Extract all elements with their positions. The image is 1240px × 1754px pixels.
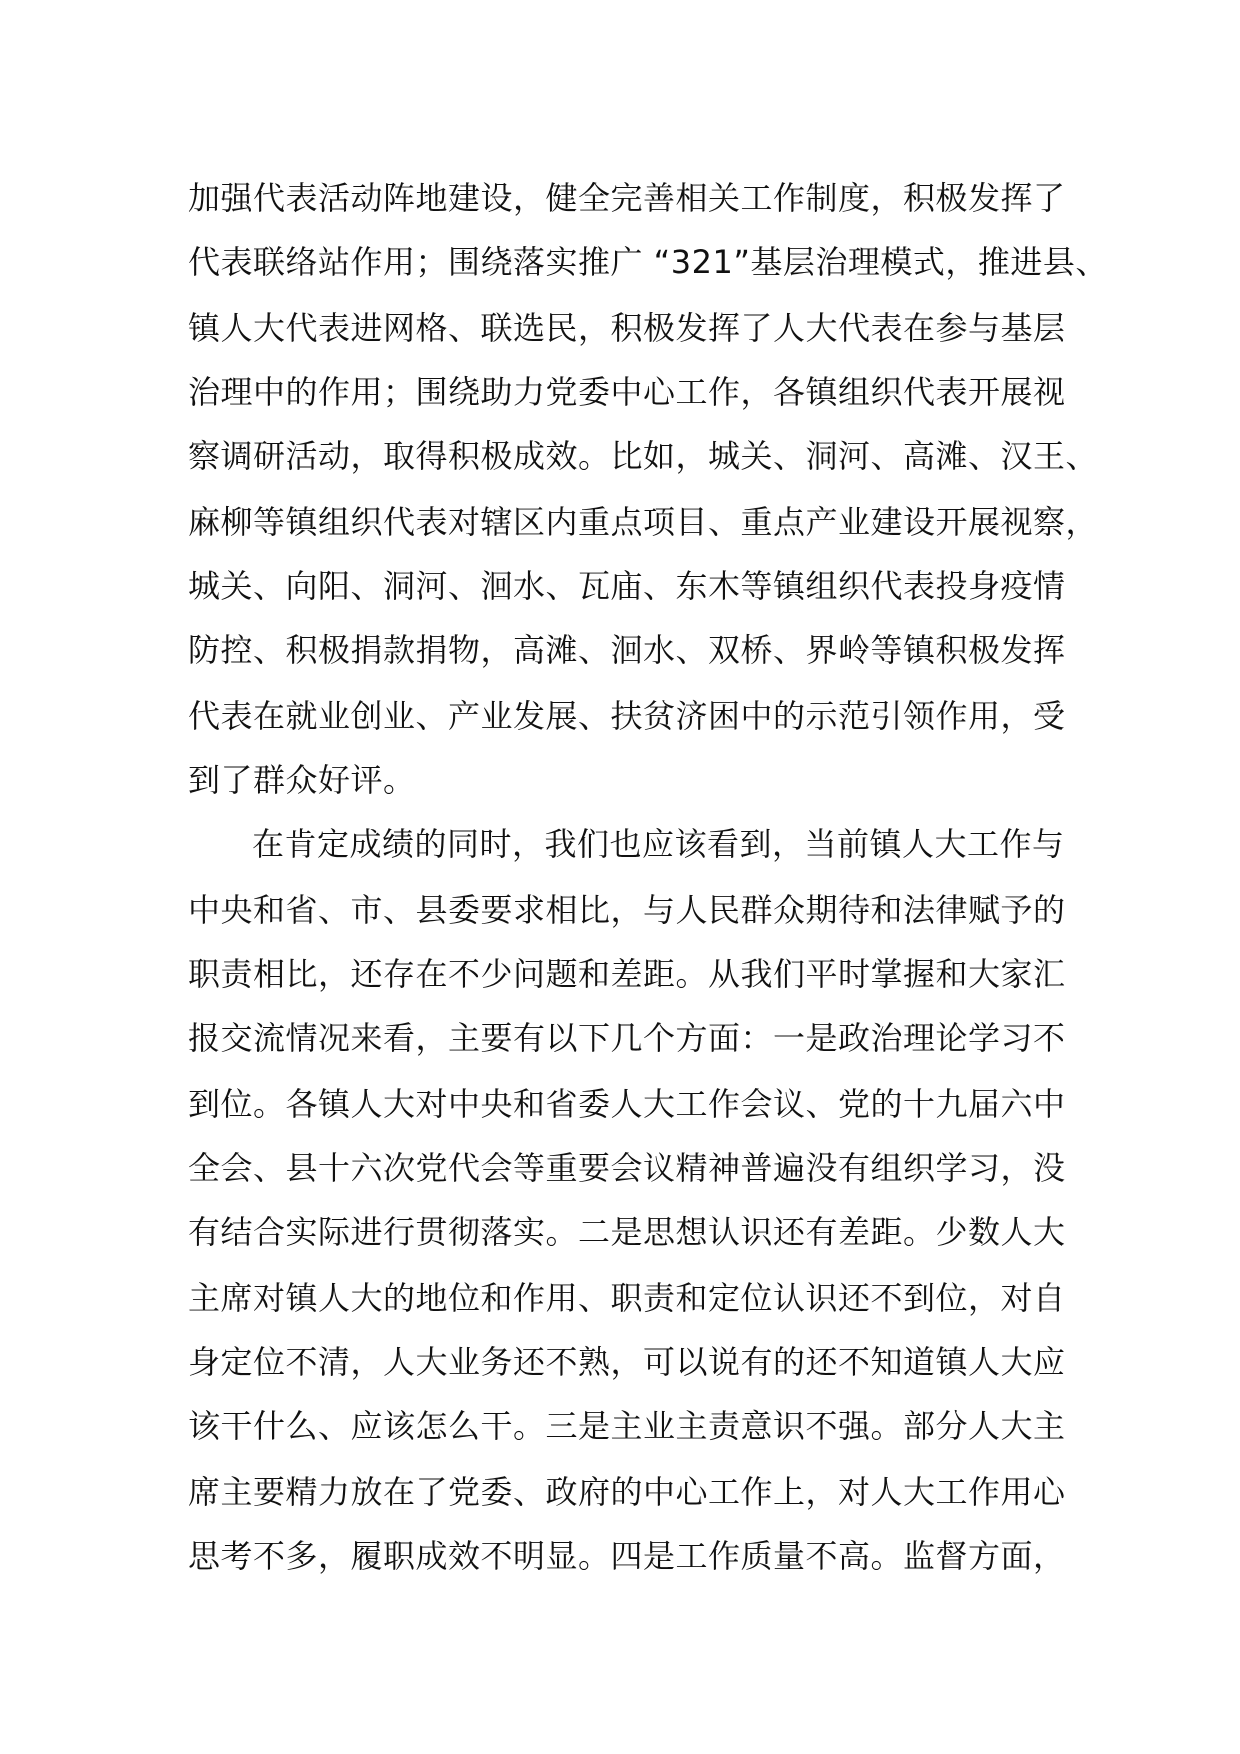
text-line-15: 到位。各镇人大对中央和省委人大工作会议、党的十九届六中 (188, 1085, 1066, 1123)
text-line-21: 席主要精力放在了党委、政府的中心工作上，对人大工作用心 (188, 1473, 1066, 1511)
text-line-13: 职责相比，还存在不少问题和差距。从我们平时掌握和大家汇 (188, 955, 1066, 993)
text-line-1: 加强代表活动阵地建设，健全完善相关工作制度，积极发挥了 (188, 179, 1066, 217)
text-line-16: 全会、县十六次党代会等重要会议精神普遍没有组织学习，没 (188, 1149, 1066, 1187)
text-line-4: 治理中的作用；围绕助力党委中心工作，各镇组织代表开展视 (188, 373, 1066, 411)
text-line-2: 代表联络站作用；围绕落实推广 “321”基层治理模式，推进县、 (188, 243, 1108, 281)
text-line-8: 防控、积极捐款捐物，高滩、洄水、双桥、界岭等镇积极发挥 (188, 631, 1066, 669)
text-line-3: 镇人大代表进网格、联选民，积极发挥了人大代表在参与基层 (188, 309, 1066, 347)
text-line-5: 察调研活动，取得积极成效。比如，城关、洞河、高滩、汉王、 (188, 437, 1099, 475)
text-line-10: 到了群众好评。 (188, 761, 416, 799)
text-line-6: 麻柳等镇组织代表对辖区内重点项目、重点产业建设开展视察， (188, 503, 1099, 541)
text-line-18: 主席对镇人大的地位和作用、职责和定位认识还不到位，对自 (188, 1279, 1066, 1317)
text-line-17: 有结合实际进行贯彻落实。二是思想认识还有差距。少数人大 (188, 1213, 1066, 1251)
text-line-7: 城关、向阳、洞河、洄水、瓦庙、东木等镇组织代表投身疫情 (188, 567, 1066, 605)
text-line-19: 身定位不清，人大业务还不熟，可以说有的还不知道镇人大应 (188, 1343, 1066, 1381)
text-line-22: 思考不多，履职成效不明显。四是工作质量不高。监督方面， (188, 1537, 1066, 1575)
text-line-12: 中央和省、市、县委要求相比，与人民群众期待和法律赋予的 (188, 891, 1066, 929)
text-line-11: 在肯定成绩的同时，我们也应该看到，当前镇人大工作与 (252, 825, 1065, 863)
text-line-20: 该干什么、应该怎么干。三是主业主责意识不强。部分人大主 (188, 1407, 1066, 1445)
text-line-14: 报交流情况来看，主要有以下几个方面：一是政治理论学习不 (188, 1019, 1066, 1057)
text-line-9: 代表在就业创业、产业发展、扶贫济困中的示范引领作用，受 (188, 697, 1066, 735)
